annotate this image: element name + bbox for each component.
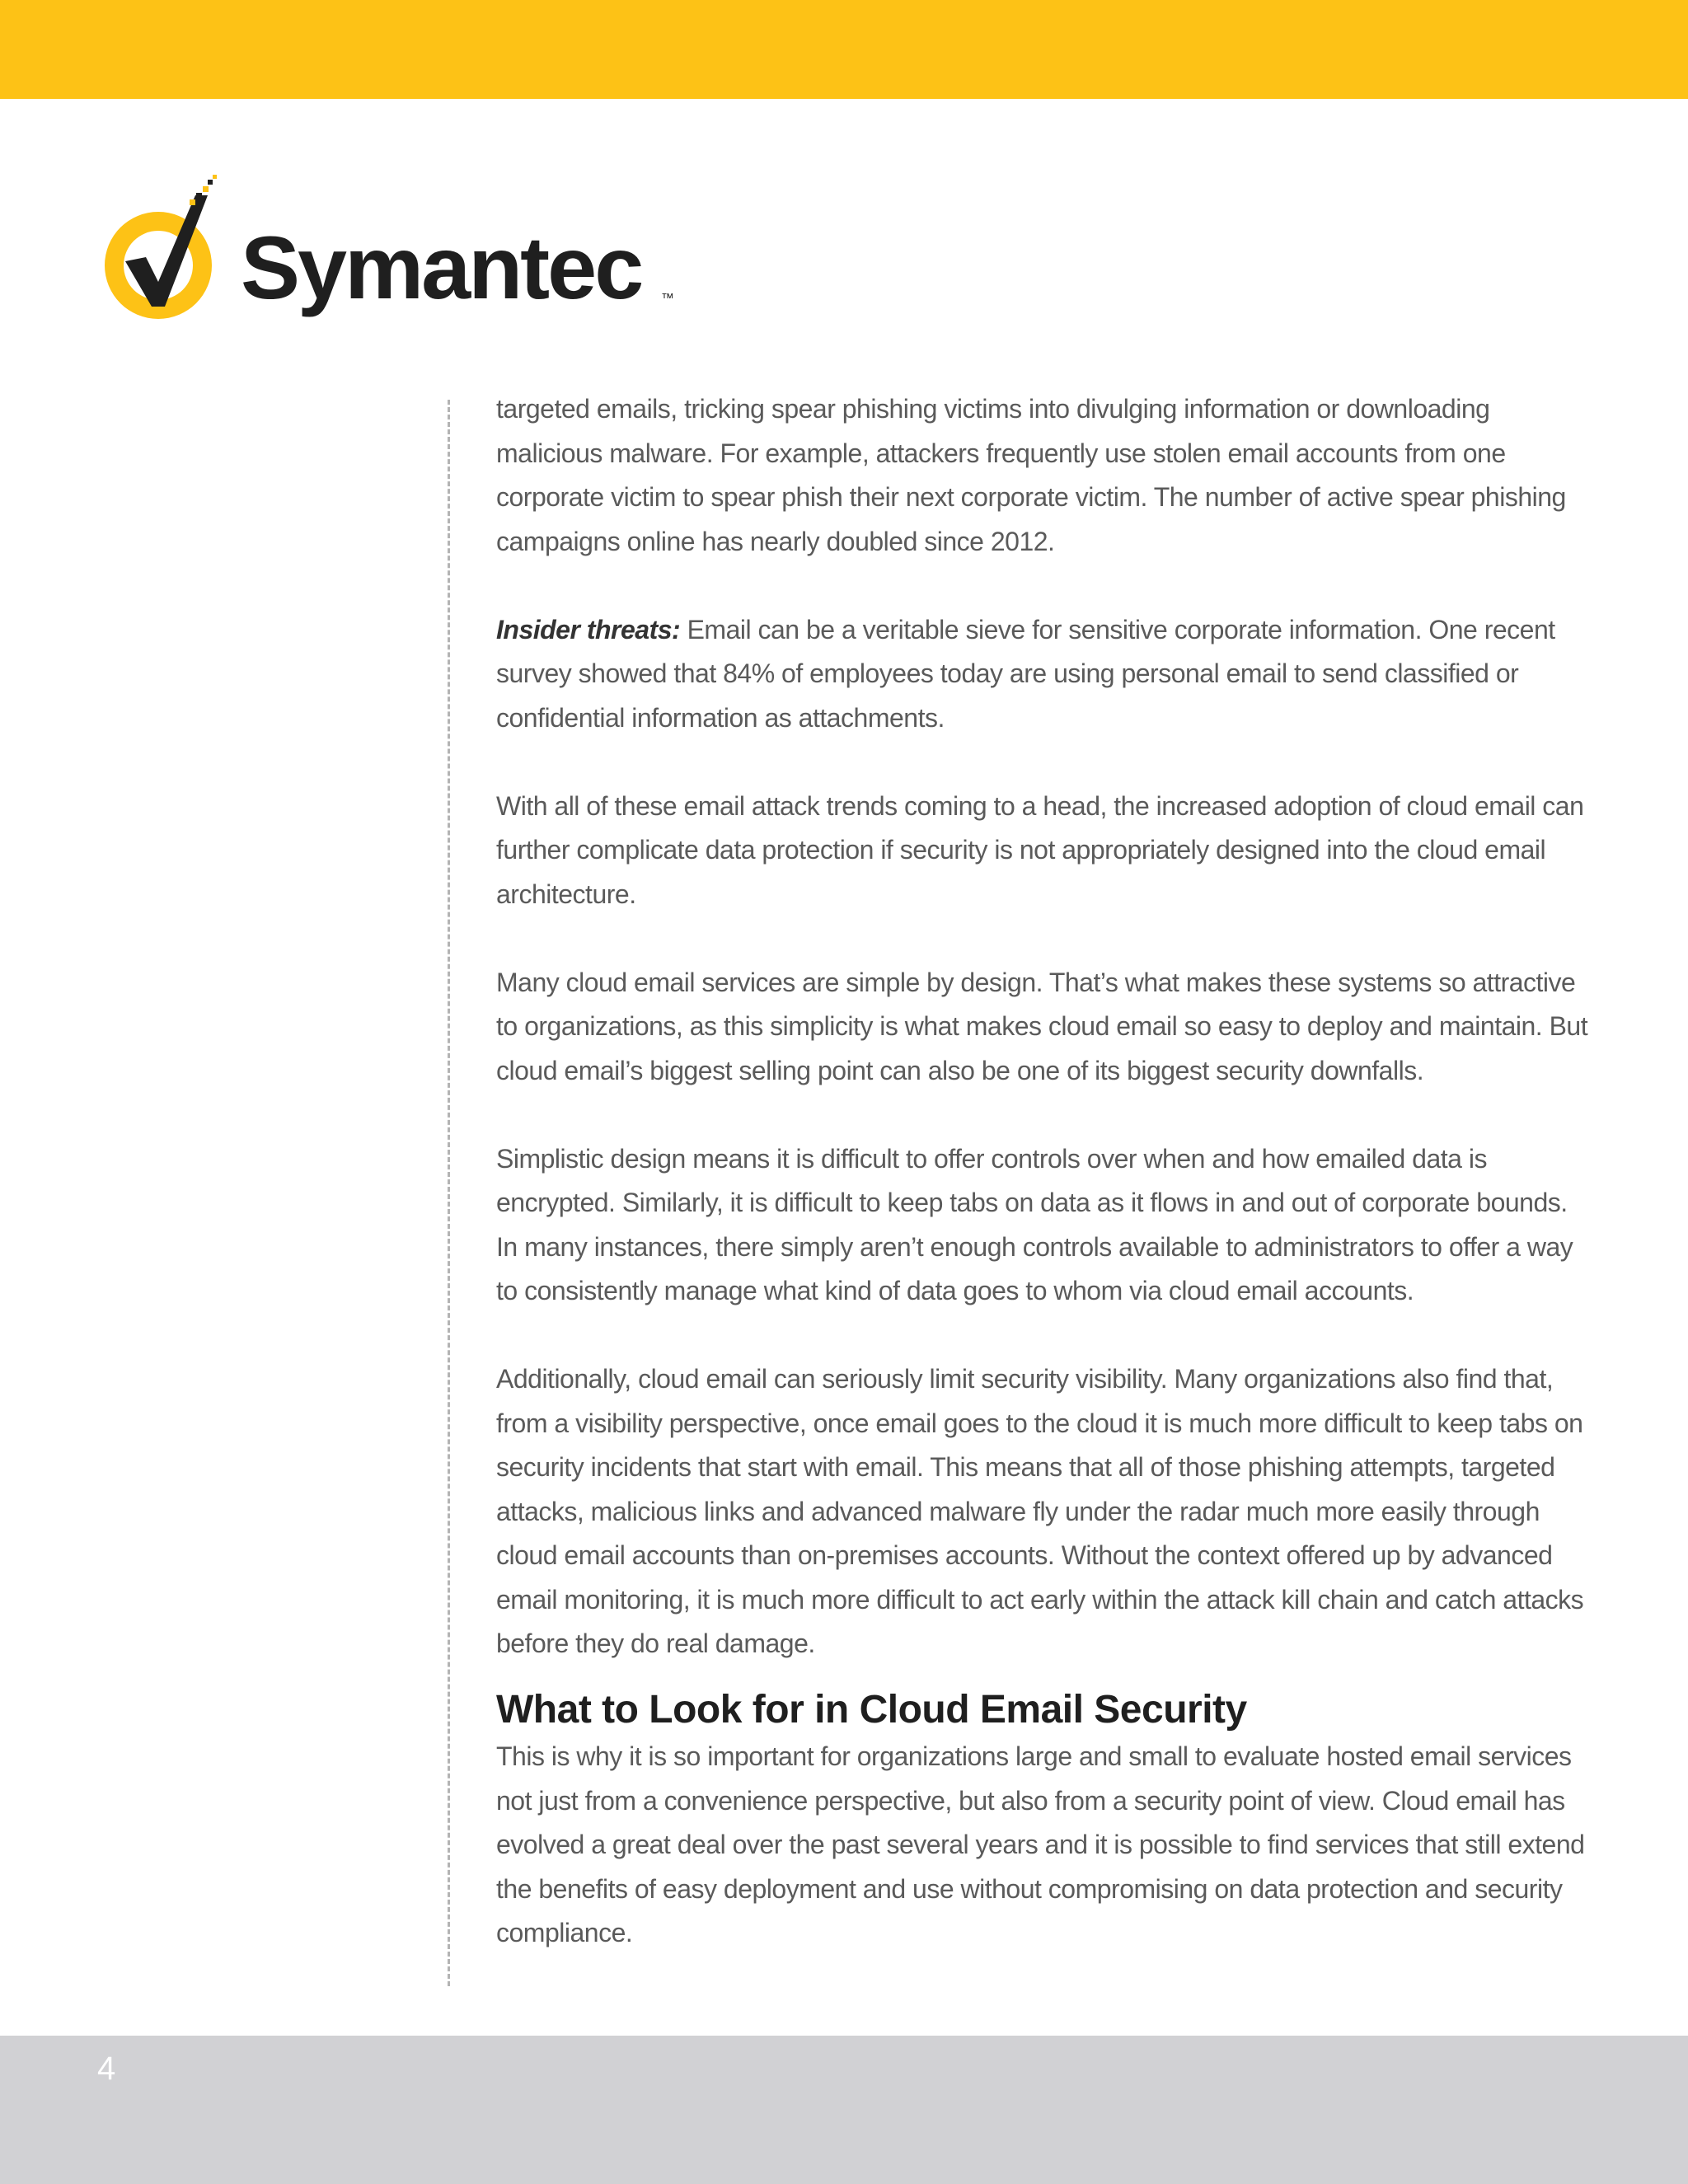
insider-threats-text: Email can be a veritable sieve for sensitive corporate information. One recent survey showed that 84% of employees today are using personal email to send classified or confidential information as attachments. bbox=[496, 614, 1555, 733]
insider-threats-lead: Insider threats: bbox=[496, 614, 681, 644]
brand-name: Symantec bbox=[241, 218, 642, 317]
paragraph-evaluate: This is why it is so important for organizations large and small to evaluate hosted email services not just from a convenience perspective, but also from a security point of view. Cloud email has evolved a great deal over the past several years and it is possible to find services that still extend the benefits of easy deployment and use without compromising on data protection and security compliance. bbox=[496, 1741, 1585, 1947]
paragraph-simple-design: Many cloud email services are simple by design. That’s what makes these systems so attractive to organizations, as this simplicity is what makes cloud email so easy to deploy and maintain. But cloud email’s biggest selling point can also be one of its biggest security downfalls. bbox=[496, 967, 1588, 1085]
dashed-divider bbox=[448, 400, 450, 1986]
page-number: 4 bbox=[97, 2050, 116, 2087]
paragraph-spear-phishing: targeted emails, tricking spear phishing victims into divulging information or downloading malicious malware. For example, attackers frequently use stolen email accounts from one corporate victim to spear phish their next corporate victim. The number of active spear phishing campaigns online has nearly doubled since 2012. bbox=[496, 394, 1566, 556]
paragraph-insider-threats bbox=[496, 608, 1592, 741]
top-accent-bar bbox=[0, 0, 1688, 99]
paragraph-visibility: Additionally, cloud email can seriously limit security visibility. Many organizations also find that, from a visibility perspective, once email goes to the cloud it is much more difficult to keep tabs on security incidents that start with email. This means that all of those phishing attempts, targeted attacks, malicious links and advanced malware fly under the radar much more easily through cloud email accounts than on-premises accounts. Without the context offered up by advanced email monitoring, it is much more difficult to act early within the attack kill chain and catch attacks before they do real damage. bbox=[496, 1364, 1584, 1658]
trademark-symbol: ™ bbox=[661, 292, 674, 306]
footer-bar bbox=[0, 2036, 1688, 2184]
symantec-logo bbox=[92, 175, 686, 340]
section-heading: What to Look for in Cloud Email Security bbox=[496, 1688, 1247, 1732]
paragraph-simplistic-controls: Simplistic design means it is difficult to offer controls over when and how emailed data is encrypted. Similarly, it is difficult to keep tabs on data as it flows in and out of corporate bounds. In many instances, there simply aren’t enough controls available to administrators to offer a way to consistently manage what kind of data goes to whom via cloud email accounts. bbox=[496, 1143, 1573, 1305]
paragraph-cloud-adoption: With all of these email attack trends coming to a head, the increased adoption of cloud email can further complicate data protection if security is not appropriately designed into the cloud email architecture. bbox=[496, 790, 1584, 909]
article-body bbox=[496, 387, 1592, 1956]
checkmark-circle-icon bbox=[105, 175, 217, 319]
